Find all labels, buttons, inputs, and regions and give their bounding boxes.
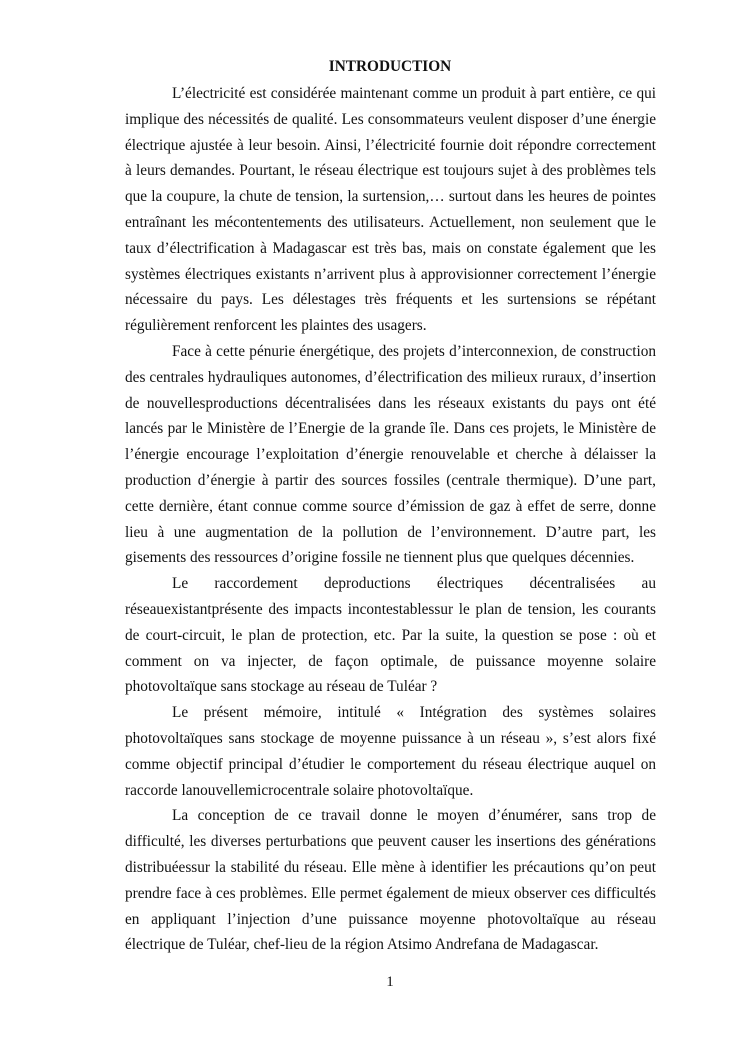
paragraph-1: L’électricité est considérée maintenant comme un produit à part entière, ce qui implique des nécessités de qualité. Les consommateurs veulent disposer d’une énergie électrique ajustée à leur besoin. Ainsi, l’électricité fournie doit répondre correctement à leurs demandes. Pourtant, le réseau électrique est toujours sujet à des problèmes tels que la coupure, la chute de tension, la surtension,… surtout dans les heures de pointes entraînant les mécontentements des utilisateurs. Actuellement, non seulement que le taux d’électrification à Madagascar est très bas, mais on constate également que les systèmes électriques existants n’arrivent plus à approvisionner correctement l’énergie nécessaire du pays. Les délestages très fréquents et les surtensions se répétant régulièrement renforcent les plaintes des usagers.: [125, 85, 656, 335]
paragraph-4: Le présent mémoire, intitulé « Intégration des systèmes solaires photovoltaïques sans stockage de moyenne puissance à un réseau », s’est alors fixé comme objectif principal d’étudier le comportement du réseau électrique auquel on raccorde lanouvellemicrocentrale solaire photovoltaïque.: [125, 704, 656, 799]
paragraph-3: Le raccordement deproductions électriques décentralisées au réseauexistantprésente des impacts incontestablessur le plan de tension, les courants de court-circuit, le plan de protection, etc. Par la suite, la question se pose : où et comment on va injecter, de façon optimale, de puissance moyenne solaire photovoltaïque sans stockage au réseau de Tuléar ?: [125, 575, 656, 696]
body-text: [125, 81, 656, 958]
paragraph-5: La conception de ce travail donne le moyen d’énumérer, sans trop de difficulté, les diverses perturbations que peuvent causer les insertions des générations distribuéessur la stabilité du réseau. Elle mène à identifier les précautions qu’on peut prendre face à ces problèmes. Elle permet également de mieux observer ces difficultés en appliquant l’injection d’une puissance moyenne photovoltaïque au réseau électrique de Tuléar, chef-lieu de la région Atsimo Andrefana de Madagascar.: [125, 807, 656, 954]
page-title: INTRODUCTION: [328, 58, 452, 75]
paragraph-2: Face à cette pénurie énergétique, des projets d’interconnexion, de construction des centrales hydrauliques autonomes, d’électrification des milieux ruraux, d’insertion de nouvellesproductions décentralisées dans les réseaux existants du pays ont été lancés par le Ministère de l’Energie de la grande île. Dans ces projets, le Ministère de l’énergie encourage l’exploitation d’énergie renouvelable et cherche à délaisser la production d’énergie à partir des sources fossiles (centrale thermique). D’une part, cette dernière, étant connue comme source d’émission de gaz à effet de serre, donne lieu à une augmentation de la pollution de l’environnement. D’autre part, les gisements des ressources d’origine fossile ne tiennent plus que quelques décennies.: [125, 342, 656, 567]
page-number: 1: [386, 974, 394, 990]
